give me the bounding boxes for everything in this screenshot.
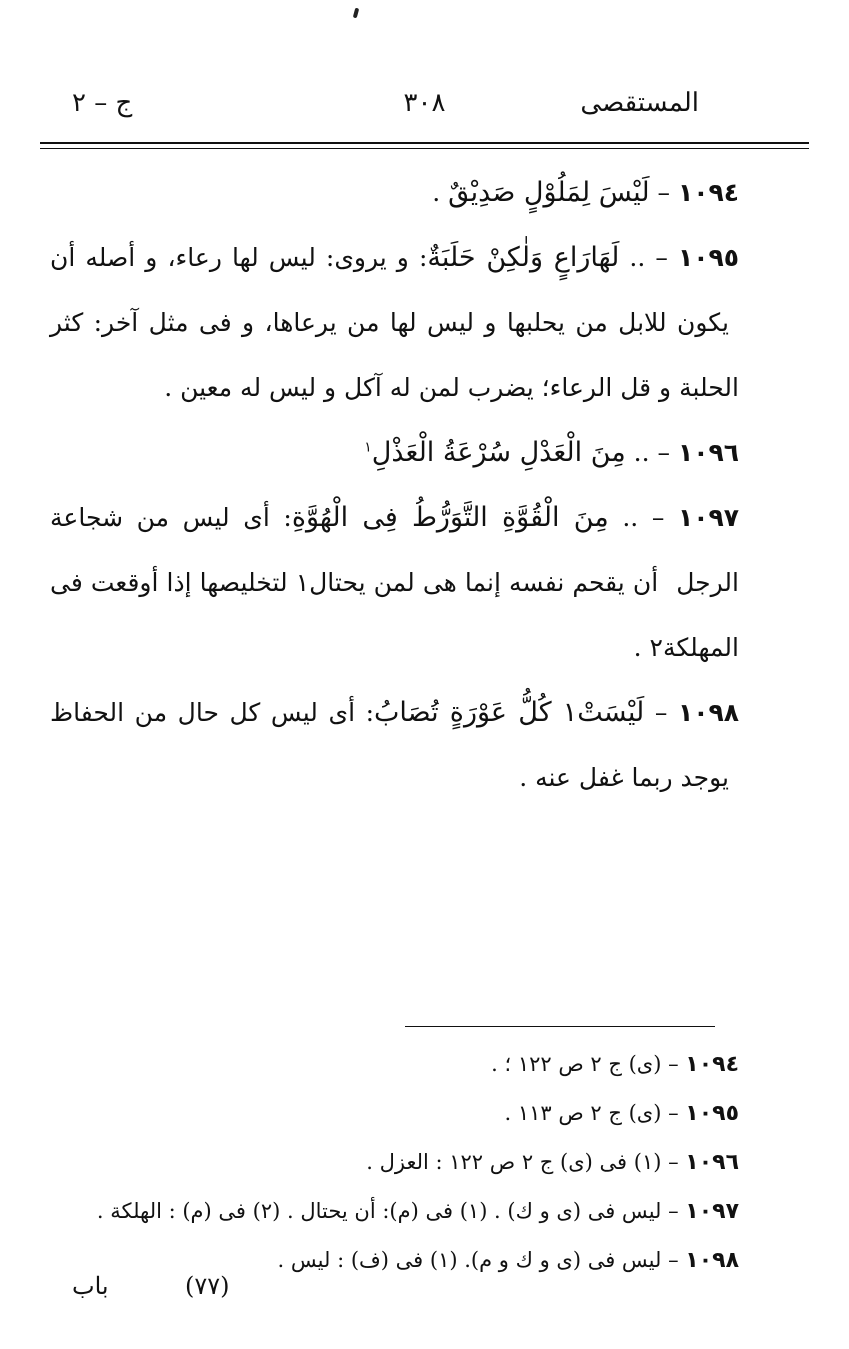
- footnote-text: – (ى) ج ٢ ص ١١٣ .: [504, 1101, 686, 1125]
- footnote-number: ١٠٩٥: [685, 1101, 739, 1126]
- footnote-number: ١٠٩٦: [685, 1150, 739, 1175]
- entry-number: ١٠٩٤: [677, 178, 739, 207]
- page-number: ٣٠٨: [403, 88, 446, 118]
- footnote-number: ١٠٩٤: [685, 1052, 739, 1077]
- page-footer: [0, 1272, 849, 1312]
- entry-continuation: أن يقحم نفسه إنما هى لمن يحتال١ لتخليصها إذا أوقعت فى المهلكة٢ .: [50, 568, 739, 662]
- volume-part: ج – ٢: [72, 88, 133, 118]
- entry-separator: –: [644, 698, 678, 727]
- proverb: لَيْسَ لِمَلُوْلٍ صَدِيْقٌ: [448, 177, 650, 208]
- footnote-marker: ١: [364, 439, 372, 456]
- footnote-text: – ليس فى (ى و ك و م). (١) فى (ف) : ليس .: [277, 1248, 686, 1272]
- entry-1095: [50, 225, 739, 420]
- footnote: [50, 1040, 739, 1089]
- footnote: [50, 1187, 739, 1236]
- entry-text: .: [432, 178, 449, 207]
- entry-separator: – ..: [619, 243, 678, 272]
- entry-separator: –: [649, 178, 678, 207]
- ink-mark: [353, 8, 359, 19]
- proverb: لَيْسَتْ١ كُلُّ عَوْرَةٍ تُصَابُ: [374, 697, 645, 728]
- footnote-number: ١٠٩٨: [685, 1248, 739, 1273]
- entries-section: [50, 160, 739, 810]
- signature-mark: (٧٧): [185, 1272, 230, 1300]
- running-header: [40, 88, 809, 136]
- header-rule: [40, 142, 809, 149]
- entry-text: : و يروى: ليس لها رعاء، و أصله أن: [50, 243, 428, 272]
- entry-number: ١٠٩٧: [677, 503, 740, 532]
- footnote-text: – ليس فى (ى و ك) . (١) فى (م): أن يحتال . (٢) فى (م) : الهلكة .: [96, 1199, 686, 1223]
- entry-1097: [50, 485, 739, 680]
- footnote-number: ١٠٩٧: [685, 1199, 739, 1224]
- entry-number: ١٠٩٦: [677, 438, 739, 467]
- entry-1094: [50, 160, 739, 225]
- entry-separator: – ..: [625, 438, 678, 467]
- catchword: باب: [72, 1272, 109, 1300]
- entry-continuation: يوجد ربما غفل عنه .: [519, 763, 729, 792]
- entry-text: : أى ليس كل حال من الحفاظ: [50, 698, 375, 727]
- footnote: [50, 1138, 739, 1187]
- proverb: مِنَ الْقُوَّةِ التَّوَرُّطُ فِى الْهُوَّةِ: [291, 502, 609, 533]
- entry-1096: [50, 420, 739, 485]
- entry-1098: [50, 680, 739, 810]
- entry-continuation: يكون للابل من يحلبها و ليس لها من يرعاها، و فى مثل آخر: كثر الحلبة و قل الرعاء؛ يضرب لمن له آكل و ليس له معين .: [50, 308, 739, 402]
- footnote-rule: [405, 1026, 715, 1027]
- proverb: لَهَارَاعٍ وَلٰكِنْ حَلَبَةٌ: [427, 242, 620, 273]
- entry-number: ١٠٩٨: [677, 698, 739, 727]
- footnote-text: – (ى) ج ٢ ص ١٢٢ ؛ .: [491, 1052, 686, 1076]
- footnote-text: – (١) فى (ى) ج ٢ ص ١٢٢ : العزل .: [366, 1150, 686, 1174]
- entry-separator: – ..: [608, 503, 678, 532]
- book-title: المستقصى: [580, 88, 699, 118]
- footnotes-section: [50, 1040, 739, 1285]
- entry-text: : أى ليس من شجاعة الرجل: [50, 503, 739, 597]
- entry-number: ١٠٩٥: [677, 243, 739, 272]
- footnote: [50, 1089, 739, 1138]
- proverb: مِنَ الْعَدْلِ سُرْعَةُ الْعَذْلِ: [371, 437, 626, 468]
